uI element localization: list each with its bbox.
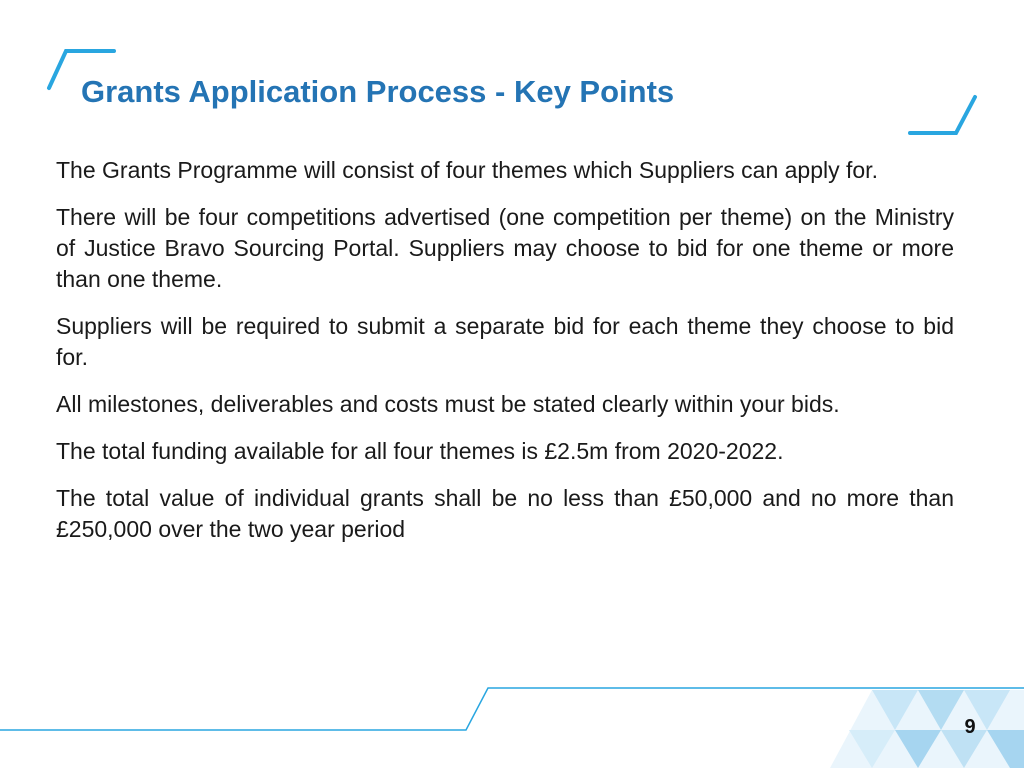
- slide-title: Grants Application Process - Key Points: [81, 74, 675, 109]
- top-right-bracket: [910, 97, 975, 133]
- page-number: 9: [964, 716, 976, 738]
- body-paragraph: Suppliers will be required to submit a separate bid for each theme they choose to bid for.: [56, 313, 954, 370]
- body-paragraph: The total funding available for all four themes is £2.5m from 2020-2022.: [56, 438, 784, 464]
- body-paragraph: The total value of individual grants shall be no less than £50,000 and no more than £250,000 over the two year period: [56, 485, 954, 542]
- triangle-pattern: [830, 690, 1024, 768]
- slide-body: [56, 155, 954, 561]
- body-paragraph: All milestones, deliverables and costs must be stated clearly within your bids.: [56, 391, 840, 417]
- body-paragraph: The Grants Programme will consist of four themes which Suppliers can apply for.: [56, 157, 878, 183]
- body-paragraph: There will be four competitions advertised (one competition per theme) on the Ministry of Justice Bravo Sourcing Portal. Suppliers may choose to bid for one theme or more than one theme.: [56, 204, 954, 292]
